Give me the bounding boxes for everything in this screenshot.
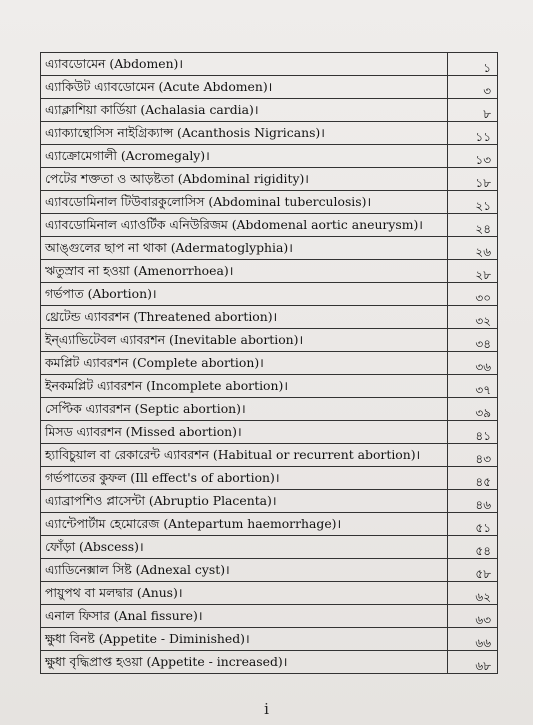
contents-row bbox=[41, 513, 498, 536]
entry-title: ফোঁড়া (Abscess)। bbox=[41, 536, 448, 559]
contents-row bbox=[41, 605, 498, 628]
entry-page-number: ১৩ bbox=[448, 145, 498, 168]
entry-title: ক্ষুধা বিনষ্ট (Appetite - Diminished)। bbox=[41, 628, 448, 651]
entry-title: হ্যাবিচুয়াল বা রেকারেন্ট এ্যাবরশন (Habitual or recurrent abortion)। bbox=[41, 444, 448, 467]
entry-page-number: ৩০ bbox=[448, 283, 498, 306]
contents-row bbox=[41, 398, 498, 421]
contents-row bbox=[41, 467, 498, 490]
entry-page-number: ১৮ bbox=[448, 168, 498, 191]
entry-title: ইনকমপ্লিট এ্যাবরশন (Incomplete abortion)। bbox=[41, 375, 448, 398]
entry-page-number: ৬৮ bbox=[448, 651, 498, 674]
entry-page-number: ৩৬ bbox=[448, 352, 498, 375]
entry-title: এ্যাবডোমিনাল টিউবারকুলোসিস (Abdominal tuberculosis)। bbox=[41, 191, 448, 214]
contents-row bbox=[41, 329, 498, 352]
contents-table-body bbox=[41, 53, 498, 674]
entry-title: গর্ভপাতের কুফল (Ill effect's of abortion)। bbox=[41, 467, 448, 490]
contents-row bbox=[41, 145, 498, 168]
entry-title: এ্যাডিনেক্সাল সিষ্ট (Adnexal cyst)। bbox=[41, 559, 448, 582]
entry-title: ইন্এ্যাভিটেবল এ্যাবরশন (Inevitable abortion)। bbox=[41, 329, 448, 352]
entry-title: গর্ভপাত (Abortion)। bbox=[41, 283, 448, 306]
entry-page-number: ৮ bbox=[448, 99, 498, 122]
entry-title: পেটের শক্ততা ও আড়ষ্টতা (Abdominal rigidity)। bbox=[41, 168, 448, 191]
contents-row bbox=[41, 191, 498, 214]
entry-page-number: ৩৪ bbox=[448, 329, 498, 352]
contents-row bbox=[41, 559, 498, 582]
contents-row bbox=[41, 490, 498, 513]
entry-page-number: ২১ bbox=[448, 191, 498, 214]
entry-page-number: ৬৬ bbox=[448, 628, 498, 651]
contents-row bbox=[41, 536, 498, 559]
contents-row bbox=[41, 444, 498, 467]
entry-page-number: ৪৩ bbox=[448, 444, 498, 467]
entry-title: এ্যাব্রাপশিও প্লাসেন্টা (Abruptio Placenta)। bbox=[41, 490, 448, 513]
contents-row bbox=[41, 421, 498, 444]
entry-title: এ্যাকিউট এ্যাবডোমেন (Acute Abdomen)। bbox=[41, 76, 448, 99]
entry-page-number: ১ bbox=[448, 53, 498, 76]
contents-row bbox=[41, 214, 498, 237]
entry-title: এনাল ফিসার (Anal fissure)। bbox=[41, 605, 448, 628]
contents-table bbox=[40, 52, 498, 674]
contents-row bbox=[41, 352, 498, 375]
contents-row bbox=[41, 306, 498, 329]
contents-row bbox=[41, 283, 498, 306]
entry-title: এ্যান্টেপার্টাম হেমোরেজ (Antepartum haemorrhage)। bbox=[41, 513, 448, 536]
entry-page-number: ৩২ bbox=[448, 306, 498, 329]
contents-row bbox=[41, 53, 498, 76]
entry-page-number: ৬২ bbox=[448, 582, 498, 605]
contents-row bbox=[41, 260, 498, 283]
entry-title: পায়ুপথ বা মলদ্বার (Anus)। bbox=[41, 582, 448, 605]
entry-title: এ্যাবডোমিনাল এ্যাওর্টিক এনিউরিজম (Abdomenal aortic aneurysm)। bbox=[41, 214, 448, 237]
entry-page-number: ২৮ bbox=[448, 260, 498, 283]
contents-row bbox=[41, 99, 498, 122]
entry-page-number: ৬৩ bbox=[448, 605, 498, 628]
entry-title: সেপ্টিক এ্যাবরশন (Septic abortion)। bbox=[41, 398, 448, 421]
contents-row bbox=[41, 582, 498, 605]
entry-title: থ্রেটেন্ড এ্যাবরশন (Threatened abortion)। bbox=[41, 306, 448, 329]
entry-page-number: ২৪ bbox=[448, 214, 498, 237]
entry-title: আঙ্গুলের ছাপ না থাকা (Adermatoglyphia)। bbox=[41, 237, 448, 260]
entry-title: মিসড এ্যাবরশন (Missed abortion)। bbox=[41, 421, 448, 444]
contents-row bbox=[41, 628, 498, 651]
entry-page-number: ৩৯ bbox=[448, 398, 498, 421]
entry-page-number: ৩৭ bbox=[448, 375, 498, 398]
entry-title: এ্যাক্যান্থোসিস নাইগ্রিক্যান্স (Acanthosis Nigricans)। bbox=[41, 122, 448, 145]
contents-row bbox=[41, 76, 498, 99]
entry-title: এ্যাক্লাশিয়া কার্ডিয়া (Achalasia cardia)। bbox=[41, 99, 448, 122]
page-folio: i bbox=[264, 700, 269, 718]
entry-page-number: ৪৫ bbox=[448, 467, 498, 490]
entry-page-number: ১১ bbox=[448, 122, 498, 145]
contents-row bbox=[41, 651, 498, 674]
entry-page-number: ৩ bbox=[448, 76, 498, 99]
entry-title: ঋতুস্রাব না হওয়া (Amenorrhoea)। bbox=[41, 260, 448, 283]
entry-page-number: ৫১ bbox=[448, 513, 498, 536]
entry-page-number: ৪১ bbox=[448, 421, 498, 444]
entry-title: এ্যাবডোমেন (Abdomen)। bbox=[41, 53, 448, 76]
contents-row bbox=[41, 122, 498, 145]
entry-title: ক্ষুধা বৃদ্ধিপ্রাপ্ত হওয়া (Appetite - increased)। bbox=[41, 651, 448, 674]
entry-page-number: ৫৪ bbox=[448, 536, 498, 559]
contents-row bbox=[41, 375, 498, 398]
entry-page-number: ২৬ bbox=[448, 237, 498, 260]
entry-page-number: ৪৬ bbox=[448, 490, 498, 513]
entry-title: কমপ্লিট এ্যাবরশন (Complete abortion)। bbox=[41, 352, 448, 375]
contents-row bbox=[41, 237, 498, 260]
entry-title: এ্যাক্রোমেগালী (Acromegaly)। bbox=[41, 145, 448, 168]
contents-row bbox=[41, 168, 498, 191]
entry-page-number: ৫৮ bbox=[448, 559, 498, 582]
